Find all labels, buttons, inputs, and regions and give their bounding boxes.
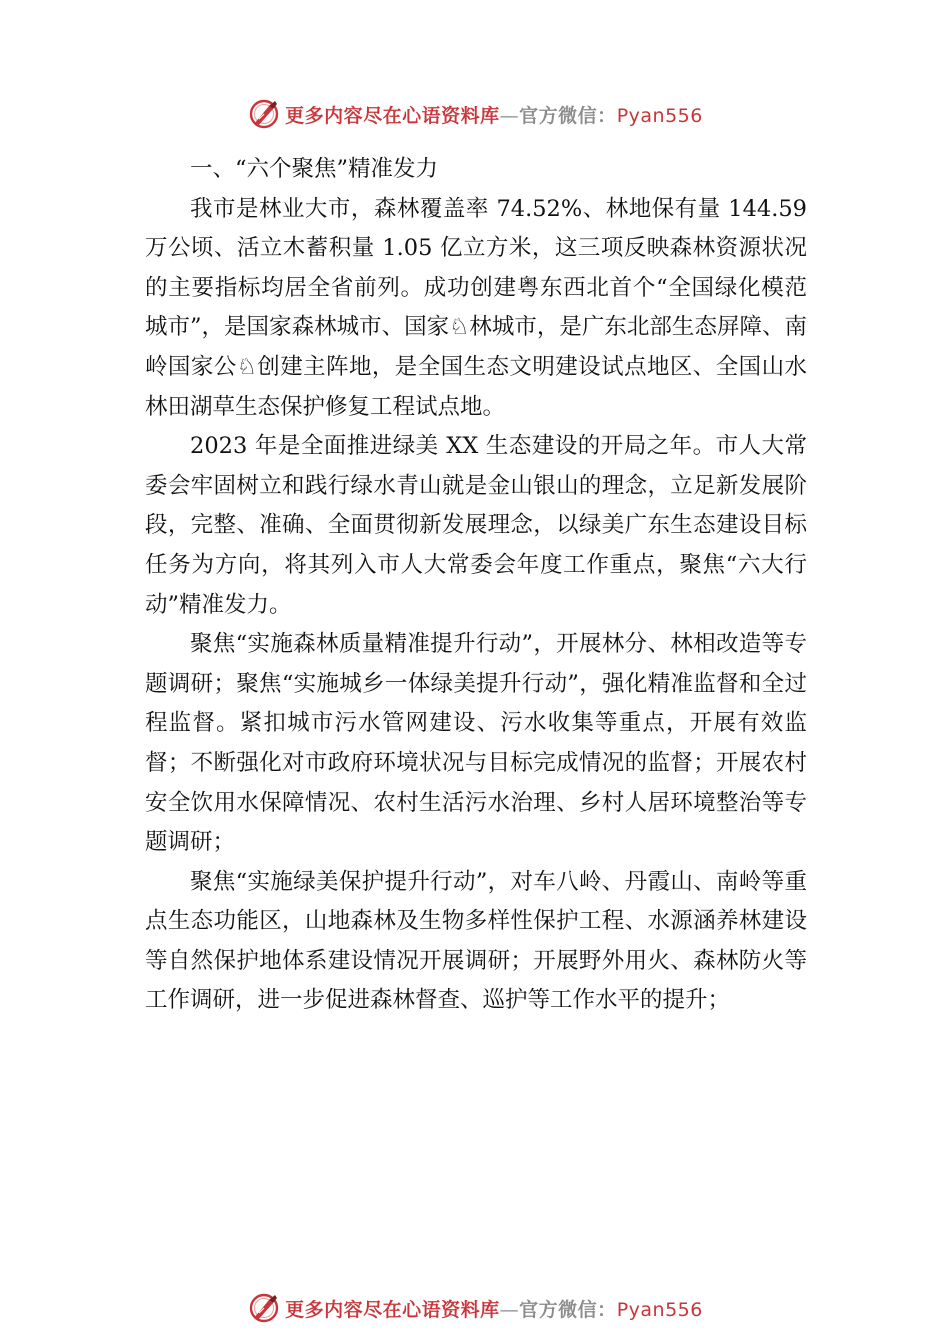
- header-banner: [0, 94, 950, 134]
- banner-dash: —: [499, 104, 520, 127]
- banner-wechat-label: 官方微信：: [519, 104, 617, 127]
- section-heading: 一、“六个聚焦”精准发力: [190, 156, 439, 182]
- pen-nib-logo-icon: [247, 97, 281, 131]
- banner-main-text: 更多内容尽在心语资料库: [285, 1298, 500, 1321]
- paragraph-4: 聚焦“实施绿美保护提升行动”，对车八岭、丹霞山、南岭等重点生态功能区，山地森林及生物多样性保护工程、水源涵养林建设等自然保护地体系建设情况开展调研；开展野外用火、森林防火等工作调研，进一步促进森林督查、巡护等工作水平的提升；: [145, 868, 807, 1014]
- paragraph-3: 聚焦“实施森林质量精准提升行动”，开展林分、林相改造等专题调研；聚焦“实施城乡一体绿美提升行动”，强化精准监督和全过程监督。紧扣城市污水管网建设、污水收集等重点，开展有效监督；不断强化对市政府环境状况与目标完成情况的监督；开展农村安全饮用水保障情况、农村生活污水治理、乡村人居环境整治等专题调研；: [145, 631, 807, 856]
- banner-dash: —: [499, 1298, 520, 1321]
- banner-wechat-id: Pyan556: [616, 1298, 703, 1321]
- banner-wechat-label: 官方微信：: [519, 1298, 617, 1321]
- banner-text: [285, 101, 703, 128]
- banner-text: [285, 1295, 703, 1322]
- banner-wechat-id: Pyan556: [616, 104, 703, 127]
- document-body: [145, 150, 807, 1021]
- paragraph-2: 2023 年是全面推进绿美 XX 生态建设的开局之年。市人大常委会牢固树立和践行绿水青山就是金山银山的理念，立足新发展阶段，完整、准确、全面贯彻新发展理念，以绿美广东生态建设目标任务为方向，将其列入市人大常委会年度工作重点，聚焦“六大行动”精准发力。: [145, 433, 807, 618]
- pen-nib-logo-icon: [247, 1291, 281, 1325]
- footer-banner: [0, 1288, 950, 1328]
- paragraph-1: 我市是林业大市，森林覆盖率 74.52%、林地保有量 144.59 万公顷、活立木蓄积量 1.05 亿立方米，这三项反映森林资源状况的主要指标均居全省前列。成功创建粤东西北首个“全国绿化模范城市”，是国家森林城市、国家♘林城市，是广东北部生态屏障、南岭国家公♘创建主阵地，是全国生态文明建设试点地区、全国山水林田湖草生态保护修复工程试点地。: [145, 195, 807, 420]
- banner-main-text: 更多内容尽在心语资料库: [285, 104, 500, 127]
